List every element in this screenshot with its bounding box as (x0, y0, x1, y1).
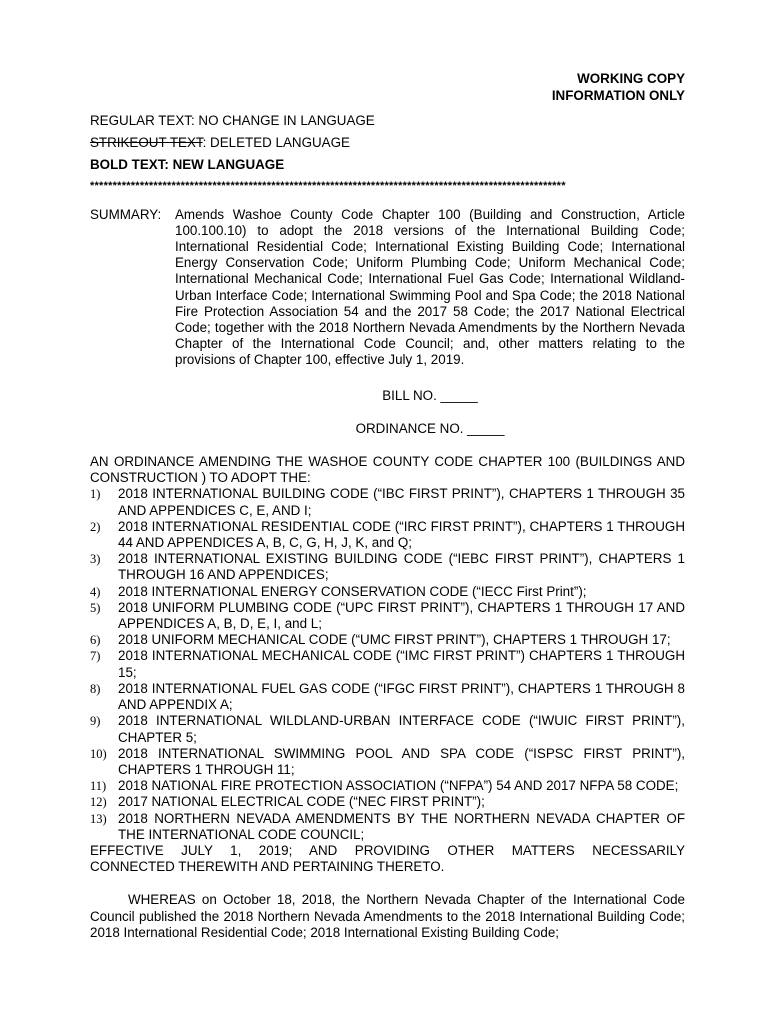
bill-number: BILL NO. _____ (382, 387, 478, 403)
effective-clause (90, 843, 685, 875)
code-item-number: 6) (90, 633, 101, 648)
code-list-item (90, 811, 685, 843)
code-item-text: 2018 INTERNATIONAL SWIMMING POOL AND SPA CODE (“ISPSC FIRST PRINT”), CHAPTERS 1 THROUGH 11; (118, 745, 685, 777)
legend-bold: BOLD TEXT: NEW LANGUAGE (90, 157, 285, 173)
document-page (90, 70, 685, 941)
code-item-number: 7) (90, 649, 101, 664)
code-list-item (90, 713, 685, 745)
legend-regular: REGULAR TEXT: NO CHANGE IN LANGUAGE (90, 113, 375, 128)
code-item-number: 13) (90, 811, 107, 826)
code-list-item (90, 600, 685, 632)
working-copy-label: WORKING COPY (577, 71, 685, 86)
summary-text: Amends Washoe County Code Chapter 100 (Building and Construction, Article 100.100.10) to adopt the 2018 versions of the International Building Code; International Residential Code; International Existing Building Code; International Energy Conservation Code; Uniform Plumbing Code; Uniform Mechanical Code; International Mechanical Code; International Fuel Gas Code; International Wildland-Urban Interface Code; International Swimming Pool and Spa Code; the 2018 National Fire Protection Association 54 and the 2017 58 Code; the 2017 National Electrical Code; together with the 2018 Northern Nevada Amendments by the Northern Nevada Chapter of the International Code Council; and, other matters relating to the provisions of Chapter 100, effective July 1, 2019. (175, 206, 685, 368)
code-item-text: 2018 UNIFORM MECHANICAL CODE (“UMC FIRST PRINT”), CHAPTERS 1 THROUGH 17; (118, 632, 671, 648)
information-only-label: INFORMATION ONLY (551, 88, 685, 103)
code-item-number: 12) (90, 795, 107, 810)
legend-strikeout-label: STRIKEOUT TEXT (90, 135, 203, 151)
code-item-number: 1) (90, 487, 101, 502)
code-item-number: 2) (90, 519, 101, 534)
code-item-text: 2018 UNIFORM PLUMBING CODE (“UPC FIRST PRINT”), CHAPTERS 1 THROUGH 17 AND APPENDICES A, B, D, E, I, and L; (118, 599, 685, 632)
legend-strikeout (90, 135, 685, 151)
ordinance-title: AN ORDINANCE AMENDING THE WASHOE COUNTY CODE CHAPTER 100 (BUILDINGS AND CONSTRUCTION ) TO ADOPT THE: (90, 454, 685, 486)
summary-label: SUMMARY: (90, 206, 162, 222)
effective-line-1: EFFECTIVE JULY 1, 2019; AND PROVIDING OTHER MATTERS NECESSARILY (90, 842, 685, 858)
code-item-text: 2018 NATIONAL FIRE PROTECTION ASSOCIATION (“NFPA”) 54 AND 2017 NFPA 58 CODE; (118, 778, 679, 794)
code-item-text: 2018 INTERNATIONAL BUILDING CODE (“IBC FIRST PRINT”), CHAPTERS 1 THROUGH 35 AND APPENDICES C, E, AND I; (118, 486, 685, 518)
code-list-item (90, 778, 685, 794)
text-legend (90, 113, 685, 174)
document-header (90, 70, 685, 104)
code-list-item (90, 519, 685, 551)
code-item-number: 10) (90, 746, 107, 761)
code-item-text: 2018 INTERNATIONAL ENERGY CONSERVATION CODE (“IECC First Print”); (118, 583, 587, 599)
codes-list (90, 486, 685, 842)
code-list-item (90, 486, 685, 518)
summary-block (90, 207, 685, 369)
effective-line-2: CONNECTED THEREWITH AND PERTAINING THERETO. (90, 859, 445, 875)
separator-line: ********************************************************************************************************* (90, 179, 566, 192)
code-item-number: 5) (90, 600, 101, 615)
code-item-number: 9) (90, 714, 101, 729)
legend-strikeout-desc: : DELETED LANGUAGE (202, 135, 350, 151)
ordinance-number: ORDINANCE NO. _____ (355, 420, 505, 436)
whereas-paragraph: WHEREAS on October 18, 2018, the Northern Nevada Chapter of the International Code Council published the 2018 Northern Nevada Amendments to the 2018 International Building Code; 2018 International Residential Code; 2018 International Existing Building Code; (90, 892, 685, 940)
code-item-text: 2018 INTERNATIONAL MECHANICAL CODE (“IMC FIRST PRINT”) CHAPTERS 1 THROUGH 15; (118, 648, 685, 680)
code-list-item (90, 632, 685, 648)
code-item-text: 2017 NATIONAL ELECTRICAL CODE (“NEC FIRST PRINT”); (118, 794, 485, 810)
code-list-item (90, 584, 685, 600)
code-list-item (90, 746, 685, 778)
code-item-text: 2018 NORTHERN NEVADA AMENDMENTS BY THE NORTHERN NEVADA CHAPTER OF THE INTERNATIONAL CODE COUNCIL; (118, 810, 685, 842)
code-item-text: 2018 INTERNATIONAL WILDLAND-URBAN INTERFACE CODE (“IWUIC FIRST PRINT”), CHAPTER 5; (118, 713, 685, 745)
code-list-item (90, 681, 685, 713)
code-item-number: 11) (90, 779, 107, 794)
code-item-number: 4) (90, 584, 101, 599)
code-item-text: 2018 INTERNATIONAL RESIDENTIAL CODE (“IRC FIRST PRINT”), CHAPTERS 1 THROUGH 44 AND APPENDICES A, B, C, G, H, J, K, and Q; (118, 518, 685, 551)
code-list-item (90, 648, 685, 680)
code-item-text: 2018 INTERNATIONAL FUEL GAS CODE (“IFGC FIRST PRINT”), CHAPTERS 1 THROUGH 8 AND APPENDIX A; (118, 680, 685, 713)
code-item-number: 3) (90, 552, 101, 567)
code-list-item (90, 551, 685, 583)
code-item-text: 2018 INTERNATIONAL EXISTING BUILDING CODE (“IEBC FIRST PRINT”), CHAPTERS 1 THROUGH 16 AND APPENDICES; (118, 551, 685, 583)
code-list-item (90, 794, 685, 810)
code-item-number: 8) (90, 681, 101, 696)
